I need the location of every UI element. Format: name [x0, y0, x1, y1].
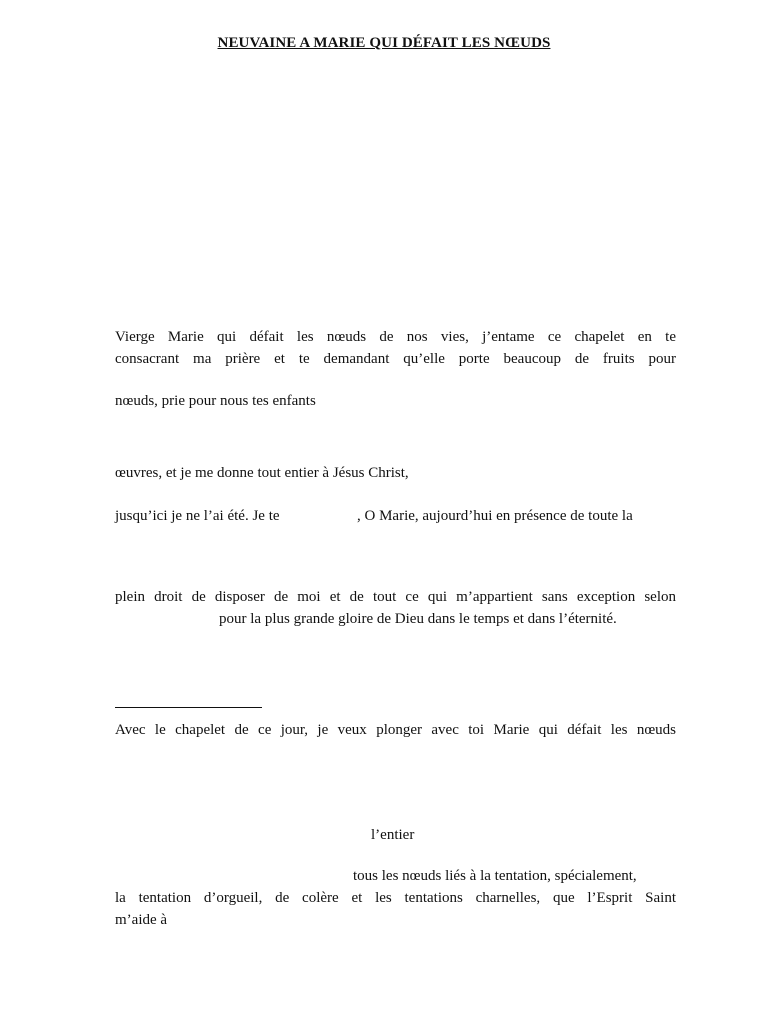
text-line: tous les nœuds liés à la tentation, spécialement,: [353, 868, 637, 884]
text-line: Vierge Marie qui défait les nœuds de nos vies, j’entame ce chapelet en te: [115, 329, 676, 345]
document-title: NEUVAINE A MARIE QUI DÉFAIT LES NŒUDS: [217, 35, 551, 51]
text-line: , O Marie, aujourd’hui en présence de toute la: [357, 508, 633, 524]
text-line: plein droit de disposer de moi et de tout ce qui m’appartient sans exception selon: [115, 589, 676, 605]
text-line: consacrant ma prière et te demandant qu’elle porte beaucoup de fruits pour: [115, 351, 676, 367]
text-line: œuvres, et je me donne tout entier à Jésus Christ,: [115, 465, 409, 481]
section-divider: [115, 707, 262, 708]
text-line: nœuds, prie pour nous tes enfants: [115, 393, 316, 409]
text-line: l’entier: [371, 827, 415, 843]
text-line: la tentation d’orgueil, de colère et les tentations charnelles, que l’Esprit Saint: [115, 890, 676, 906]
text-line: Avec le chapelet de ce jour, je veux plonger avec toi Marie qui défait les nœuds: [115, 722, 676, 738]
text-line: m’aide à: [115, 912, 168, 928]
text-line: jusqu’ici je ne l’ai été. Je te: [115, 508, 280, 524]
text-line: pour la plus grande gloire de Dieu dans le temps et dans l’éternité.: [219, 611, 617, 627]
